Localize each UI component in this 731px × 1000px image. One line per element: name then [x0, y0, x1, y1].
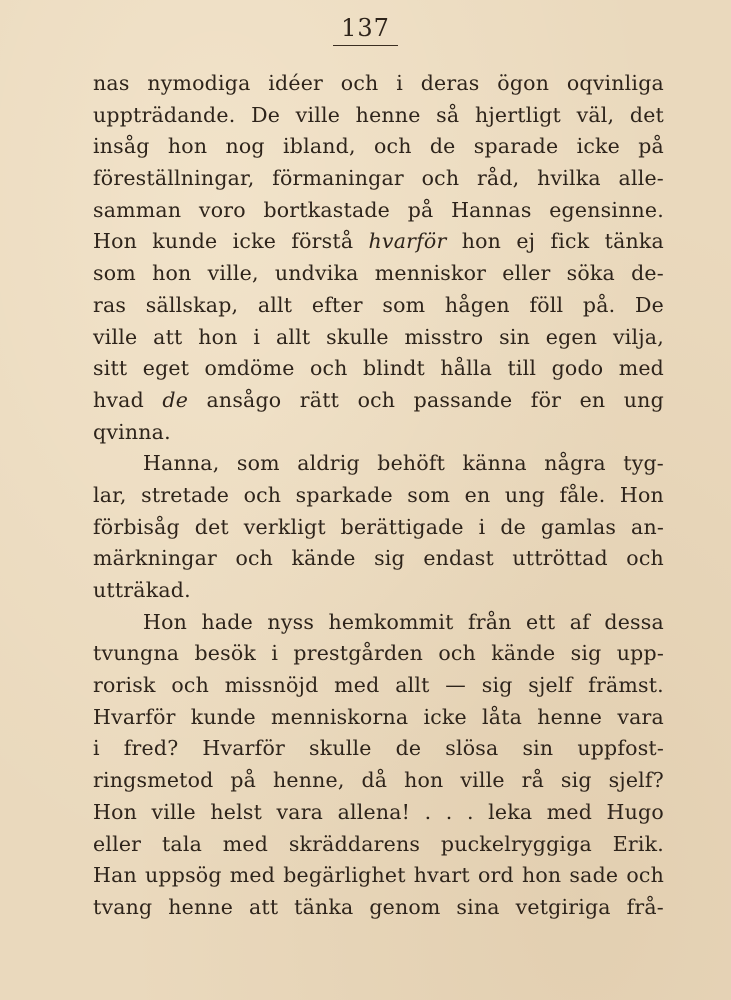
word: fred?: [123, 736, 179, 761]
word: allt: [275, 324, 311, 349]
word: allt: [257, 292, 293, 317]
word: voro: [198, 197, 246, 222]
word: ord: [477, 863, 514, 888]
word: Hon: [143, 609, 188, 634]
word: hvilka: [537, 166, 601, 191]
word: ville: [295, 102, 341, 127]
text-line: [93, 258, 664, 290]
word: slösa: [445, 736, 499, 761]
word: henne: [355, 102, 421, 127]
word: menniskor: [374, 261, 487, 286]
word: sällskap,: [145, 292, 239, 317]
word: ringsmetod: [93, 768, 214, 793]
word: de: [162, 387, 189, 412]
word: ibland,: [283, 134, 356, 159]
word: tala: [161, 831, 202, 856]
word: passande: [413, 387, 513, 412]
word: fåle.: [559, 482, 606, 507]
word: .: [424, 799, 432, 824]
word: henne: [537, 704, 603, 729]
word: egen: [545, 324, 598, 349]
word: vilja,: [612, 324, 664, 349]
word: idéer: [268, 71, 324, 95]
word: alle-: [618, 166, 664, 191]
word: Hon: [93, 799, 138, 824]
word: hon: [404, 768, 444, 793]
text-line: [93, 68, 664, 100]
word: vara: [617, 704, 664, 729]
text-line: [93, 892, 664, 924]
word: sig: [560, 768, 592, 793]
word: Hvarför: [202, 736, 286, 761]
word: Hon: [93, 229, 138, 254]
word: hågen: [444, 292, 510, 317]
word: till: [507, 356, 537, 381]
text-line: [93, 512, 664, 544]
word: rå: [521, 768, 544, 793]
word: eget: [142, 356, 190, 381]
word: väl,: [576, 102, 615, 127]
text-line: [93, 290, 664, 322]
text-line: [93, 797, 664, 829]
word: på: [230, 768, 257, 793]
word: godo: [551, 356, 604, 381]
word: förbisåg: [93, 514, 180, 539]
word: De: [251, 102, 281, 127]
word: qvinna.: [93, 419, 171, 444]
word: främst.: [588, 673, 664, 698]
word: nyss: [267, 609, 315, 634]
word: de: [429, 134, 456, 159]
word: hon: [461, 229, 502, 254]
word: tvungna: [93, 641, 180, 666]
word: hemkommit: [328, 609, 454, 634]
word: allt: [395, 673, 430, 698]
word: egensinne.: [549, 197, 664, 222]
text-line: [93, 448, 664, 480]
word: vara: [276, 799, 324, 824]
word: för: [530, 387, 562, 412]
word: och: [438, 641, 476, 666]
word: och: [626, 863, 664, 888]
word: känna: [462, 451, 527, 476]
word: henne: [168, 894, 234, 919]
word: Hon: [619, 482, 664, 507]
text-line: [93, 322, 664, 354]
word: med: [229, 863, 276, 888]
word: som: [93, 261, 136, 286]
word: på.: [582, 292, 616, 317]
word: en: [464, 482, 491, 507]
word: af: [569, 609, 590, 634]
word: tänka: [294, 894, 354, 919]
word: Hugo: [606, 799, 664, 824]
word: sig: [570, 641, 602, 666]
word: som: [236, 451, 280, 476]
word: då: [361, 768, 388, 793]
word: efter: [311, 292, 363, 317]
text-line: [93, 638, 664, 670]
word: och: [171, 673, 210, 698]
word: låta: [482, 704, 523, 729]
word: och: [340, 71, 379, 95]
word: omdöme: [204, 356, 295, 381]
word: att: [153, 324, 183, 349]
word: vetgiriga: [515, 894, 611, 919]
word: kände: [291, 546, 356, 571]
text-line: [93, 195, 664, 227]
word: söka: [566, 261, 615, 286]
word: märkningar: [93, 546, 217, 571]
word: med: [546, 799, 593, 824]
word: deras: [420, 71, 480, 95]
word: föreställningar,: [93, 166, 255, 191]
word: Hvarför: [93, 704, 176, 729]
word: lar,: [93, 482, 127, 507]
word: insåg: [93, 134, 150, 159]
word: allena!: [337, 799, 411, 824]
word: missnöjd: [224, 673, 319, 698]
word: och: [626, 546, 664, 571]
word: ville: [151, 799, 196, 824]
word: hon: [152, 261, 192, 286]
word: det: [194, 514, 229, 539]
word: samman: [93, 197, 182, 222]
word: och: [373, 134, 412, 159]
word: sparade: [473, 134, 559, 159]
word: förstå: [291, 229, 354, 254]
word: behöft: [377, 451, 446, 476]
word: blindt: [362, 356, 425, 381]
word: stretade: [141, 482, 230, 507]
word: och: [421, 166, 460, 191]
word: Erik.: [612, 831, 664, 856]
word: puckelryggiga: [440, 831, 592, 856]
text-line: [93, 417, 664, 449]
word: sparkade: [295, 482, 393, 507]
text-line: [93, 100, 664, 132]
word: .: [445, 799, 453, 824]
word: hon: [167, 134, 208, 159]
word: fick: [550, 229, 590, 254]
text-line: [93, 860, 664, 892]
word: utträkad.: [93, 578, 191, 602]
word: sjelf: [528, 673, 573, 698]
word: några: [544, 451, 606, 476]
word: de: [395, 736, 422, 761]
word: dessa: [604, 609, 664, 634]
word: hvad: [93, 387, 144, 412]
word: endast: [423, 546, 494, 571]
word: ej: [516, 229, 536, 254]
word: eller: [502, 261, 551, 286]
word: helst: [210, 799, 263, 824]
word: sina: [456, 894, 500, 919]
word: rätt: [299, 387, 340, 412]
word: ville: [93, 324, 138, 349]
text-line: [93, 226, 664, 258]
word: henne,: [272, 768, 345, 793]
text-line: [93, 131, 664, 163]
word: oqvinliga: [566, 71, 664, 95]
word: med: [222, 831, 269, 856]
word: och: [357, 387, 396, 412]
word: sin: [499, 324, 530, 349]
word: aldrig: [297, 451, 360, 476]
word: misstro: [404, 324, 484, 349]
text-line: [93, 702, 664, 734]
word: med: [618, 356, 664, 381]
word: uppträdande.: [93, 102, 236, 127]
text-line: [93, 607, 664, 639]
word: .: [466, 799, 474, 824]
word: nas: [93, 71, 130, 95]
word: ville,: [207, 261, 259, 286]
text-line: [93, 829, 664, 861]
word: hon: [521, 863, 562, 888]
word: förmaningar: [272, 166, 404, 191]
word: begärlighet: [283, 863, 406, 888]
text-line: [93, 480, 664, 512]
word: hålla: [440, 356, 493, 381]
word: upp-: [616, 641, 664, 666]
page-header: [0, 12, 731, 46]
word: ras: [93, 292, 127, 317]
word: —: [445, 673, 466, 698]
word: nog: [225, 134, 265, 159]
word: uttröttad: [512, 546, 608, 571]
word: i: [396, 71, 403, 95]
page-number: 137: [333, 12, 398, 46]
word: skulle: [309, 736, 372, 761]
word: sin: [522, 736, 554, 761]
text-line: [93, 733, 664, 765]
word: de: [500, 514, 526, 539]
word: prestgården: [293, 641, 424, 666]
word: ung: [623, 387, 664, 412]
word: ansågo: [206, 387, 282, 412]
word: hjertligt: [474, 102, 561, 127]
word: råd,: [476, 166, 520, 191]
word: Hanna,: [143, 451, 220, 476]
word: en: [579, 387, 606, 412]
word: i: [271, 641, 279, 666]
word: som: [382, 292, 426, 317]
word: hvart: [413, 863, 470, 888]
word: an-: [631, 514, 664, 539]
word: på: [638, 134, 664, 159]
word: och: [243, 482, 282, 507]
word: undvika: [274, 261, 359, 286]
body-text: [93, 68, 664, 924]
text-line: [93, 575, 664, 607]
word: det: [629, 102, 664, 127]
word: uppfost-: [577, 736, 664, 761]
word: i: [478, 514, 486, 539]
word: icke: [423, 704, 467, 729]
word: leka: [488, 799, 533, 824]
word: med: [334, 673, 380, 698]
word: nymodiga: [147, 71, 251, 95]
word: ville: [460, 768, 505, 793]
word: ett: [526, 609, 556, 634]
word: icke: [576, 134, 620, 159]
word: sjelf?: [608, 768, 664, 793]
word: ung: [504, 482, 545, 507]
word: och: [309, 356, 348, 381]
word: De: [635, 292, 664, 317]
text-line: [93, 385, 664, 417]
word: uppsög: [145, 863, 222, 888]
word: verkligt: [243, 514, 326, 539]
word: att: [248, 894, 279, 919]
word: i: [253, 324, 261, 349]
word: hvarför: [368, 229, 447, 254]
word: kände: [491, 641, 556, 666]
word: frå-: [626, 894, 664, 919]
word: menniskorna: [271, 704, 409, 729]
word: så: [436, 102, 460, 127]
word: gamlas: [540, 514, 617, 539]
word: Hannas: [451, 197, 532, 222]
word: och: [235, 546, 274, 571]
word: Han: [93, 863, 137, 888]
word: tänka: [604, 229, 664, 254]
word: skräddarens: [288, 831, 421, 856]
text-line: [93, 765, 664, 797]
word: genom: [369, 894, 441, 919]
word: de-: [631, 261, 664, 286]
word: från: [467, 609, 512, 634]
word: ögon: [497, 71, 550, 95]
word: i: [93, 736, 100, 761]
word: som: [407, 482, 451, 507]
text-line: [93, 543, 664, 575]
word: sig: [374, 546, 405, 571]
word: kunde: [190, 704, 256, 729]
text-line: [93, 670, 664, 702]
text-line: [93, 163, 664, 195]
text-line: [93, 353, 664, 385]
word: tyg-: [623, 451, 664, 476]
word: hade: [201, 609, 253, 634]
word: berättigade: [340, 514, 464, 539]
word: eller: [93, 831, 142, 856]
word: hon: [198, 324, 238, 349]
word: skulle: [326, 324, 389, 349]
word: icke: [232, 229, 277, 254]
word: på: [407, 197, 434, 222]
word: sade: [569, 863, 619, 888]
word: kunde: [152, 229, 218, 254]
word: bortkastade: [263, 197, 391, 222]
word: tvang: [93, 894, 153, 919]
word: sig: [481, 673, 513, 698]
word: besök: [194, 641, 257, 666]
word: rorisk: [93, 673, 156, 698]
word: föll: [529, 292, 564, 317]
word: sitt: [93, 356, 128, 381]
